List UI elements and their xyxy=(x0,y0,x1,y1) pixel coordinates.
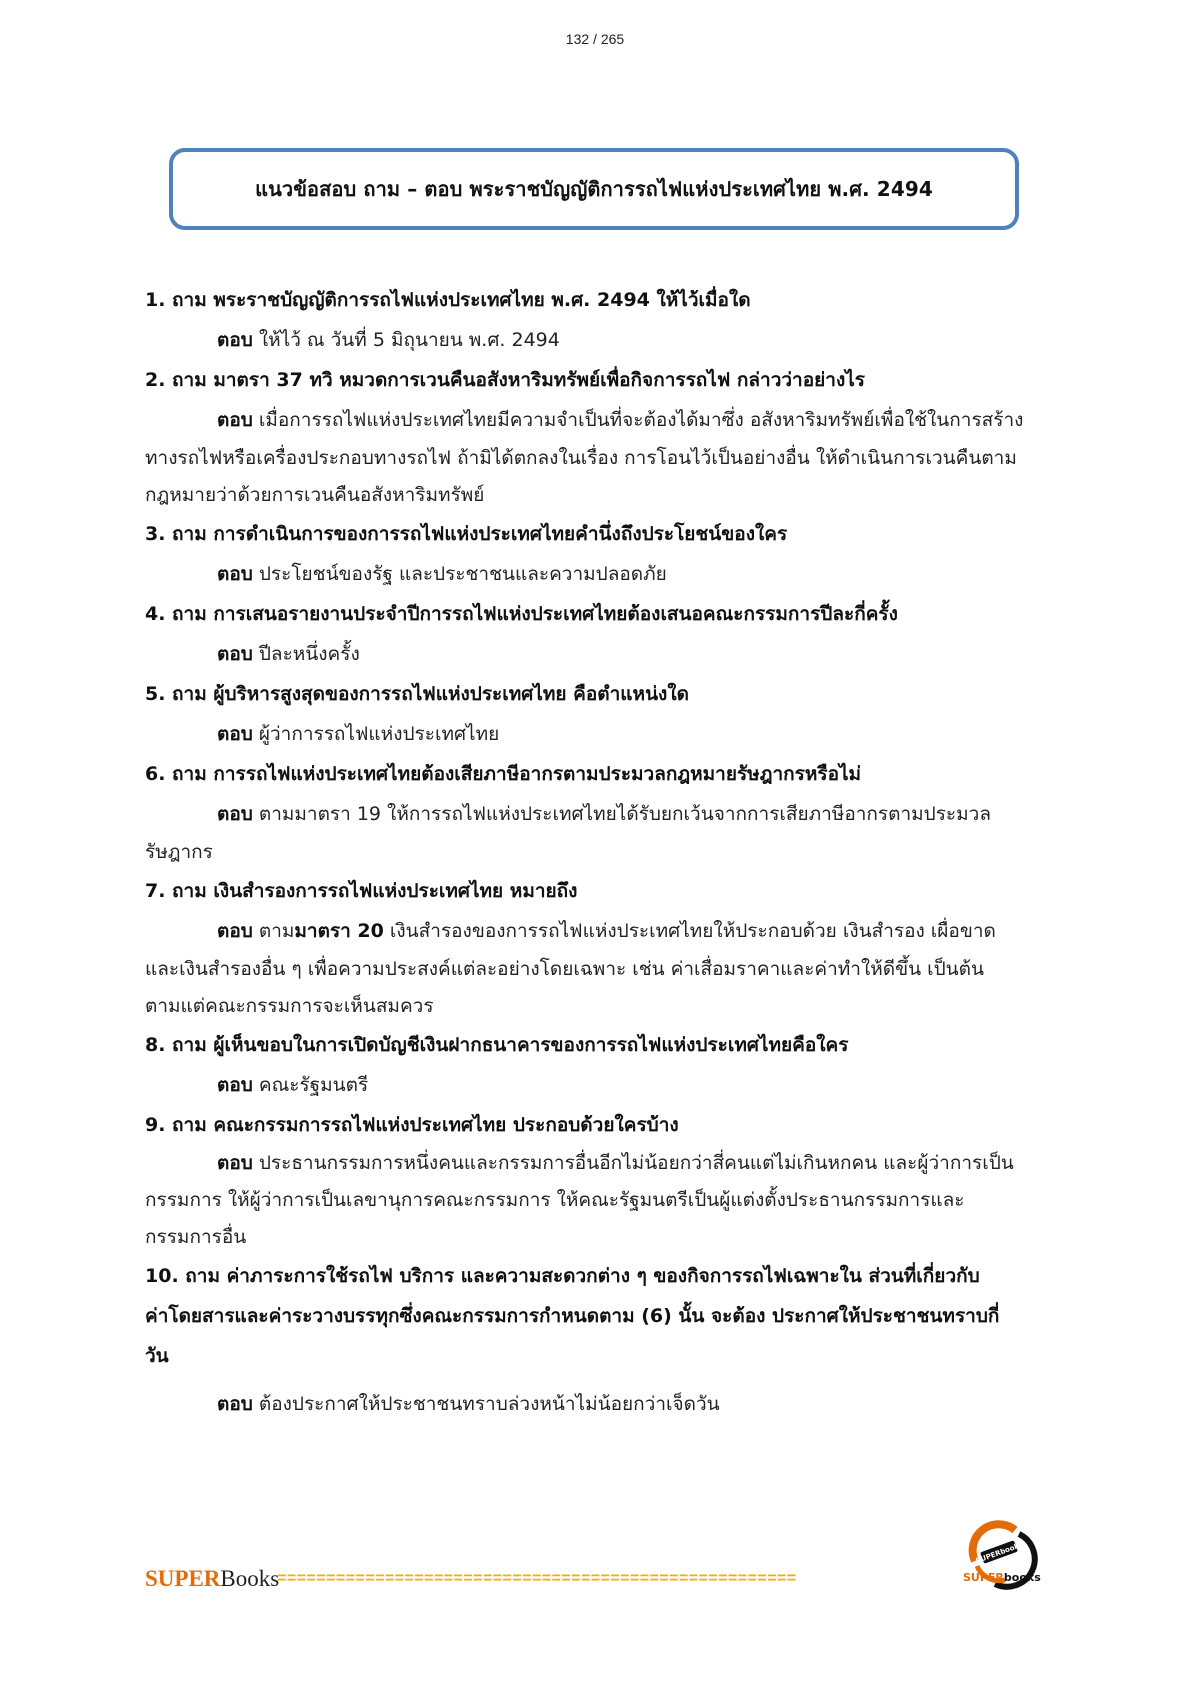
answer-4: ตอบ ปีละหนึ่งครั้ง xyxy=(217,643,360,665)
answer-label: ตอบ xyxy=(217,723,253,745)
answer-label: ตอบ xyxy=(217,1152,253,1174)
question-1: 1. ถาม พระราชบัญญัติการรถไฟแห่งประเทศไทย พ.ศ. 2494 ให้ไว้เมื่อใด xyxy=(145,289,751,311)
question-8: 8. ถาม ผู้เห็นขอบในการเปิดบัญชีเงินฝากธนาคารของการรถไฟแห่งประเทศไทยคือใคร xyxy=(145,1034,849,1056)
question-5: 5. ถาม ผู้บริหารสูงสุดของการรถไฟแห่งประเทศไทย คือตำแหน่งใด xyxy=(145,683,689,705)
answer-7-line-3: ตามแต่คณะกรรมการจะเห็นสมควร xyxy=(145,995,434,1017)
svg-text:SUPERbooks: SUPERbooks xyxy=(974,1540,1024,1566)
answer-label: ตอบ xyxy=(217,329,253,351)
qa-list xyxy=(145,280,1055,1424)
question-10-line-2: ค่าโดยสารและค่าระวางบรรทุกซึ่งคณะกรรมการกำหนดตาม (6) นั้น จะต้อง ประกาศให้ประชาชนทราบกี่ xyxy=(145,1305,1000,1327)
answer-5: ตอบ ผู้ว่าการรถไฟแห่งประเทศไทย xyxy=(217,723,500,745)
question-9: 9. ถาม คณะกรรมการรถไฟแห่งประเทศไทย ประกอบด้วยใครบ้าง xyxy=(145,1114,679,1136)
footer-logo-text: SUPERbooks xyxy=(963,1571,1041,1584)
question-2: 2. ถาม มาตรา 37 ทวิ หมวดการเวนคืนอสังหาริมทรัพย์เพื่อกิจการรถไฟ กล่าวว่าอย่างไร xyxy=(145,369,865,391)
answer-label: ตอบ xyxy=(217,563,253,585)
question-6: 6. ถาม การรถไฟแห่งประเทศไทยต้องเสียภาษีอากรตามประมวลกฎหมายรัษฎากรหรือไม่ xyxy=(145,763,862,785)
answer-10: ตอบ ต้องประกาศให้ประชาชนทราบล่วงหน้าไม่น้อยกว่าเจ็ดวัน xyxy=(217,1393,720,1415)
footer-separator: ===================================================== xyxy=(277,1570,797,1588)
answer-label: ตอบ xyxy=(217,1393,253,1415)
answer-7-line-2: และเงินสำรองอื่น ๆ เพื่อความประสงค์แต่ละอย่างโดยเฉพาะ เช่น ค่าเสื่อมราคาและค่าทำให้ดีขึ้น เป็นต้น xyxy=(145,958,984,980)
title-box xyxy=(169,148,1019,230)
superbooks-logo-icon xyxy=(955,1516,1045,1596)
answer-2-line-2: ทางรถไฟหรือเครื่องประกอบทางรถไฟ ถ้ามิได้ตกลงในเรื่อง การโอนไว้เป็นอย่างอื่น ให้ดำเนินการเวนคืนตาม xyxy=(145,447,1017,469)
answer-6-line-2: รัษฎากร xyxy=(145,841,213,863)
section-reference: มาตรา 20 xyxy=(294,920,384,942)
question-7: 7. ถาม เงินสำรองการรถไฟแห่งประเทศไทย หมายถึง xyxy=(145,880,578,902)
answer-label: ตอบ xyxy=(217,920,253,942)
answer-1: ตอบ ให้ไว้ ณ วันที่ 5 มิถุนายน พ.ศ. 2494 xyxy=(217,329,560,351)
answer-label: ตอบ xyxy=(217,643,253,665)
page-title: แนวข้อสอบ ถาม – ตอบ พระราชบัญญัติการรถไฟแห่งประเทศไทย พ.ศ. 2494 xyxy=(255,177,933,201)
question-3: 3. ถาม การดำเนินการของการรถไฟแห่งประเทศไทยคำนึ่งถึงประโยชน์ของใคร xyxy=(145,523,788,545)
question-10-line-1: 10. ถาม ค่าภาระการใช้รถไฟ บริการ และความสะดวกต่าง ๆ ของกิจการรถไฟเฉพาะใน ส่วนที่เกี่ยวกับ xyxy=(145,1265,980,1287)
answer-8: ตอบ คณะรัฐมนตรี xyxy=(217,1074,369,1096)
answer-label: ตอบ xyxy=(217,1074,253,1096)
answer-2-line-3: กฎหมายว่าด้วยการเวนคืนอสังหาริมทรัพย์ xyxy=(145,484,485,506)
answer-label: ตอบ xyxy=(217,409,253,431)
footer xyxy=(145,1540,1055,1596)
question-4: 4. ถาม การเสนอรายงานประจำปีการรถไฟแห่งประเทศไทยต้องเสนอคณะกรรมการปีละกี่ครั้ง xyxy=(145,603,898,625)
question-10-line-3: วัน xyxy=(145,1345,169,1367)
footer-brand: SUPERBooks xyxy=(145,1566,280,1591)
answer-9: ตอบ ประธานกรรมการหนึ่งคนและกรรมการอื่นอีกไม่น้อยกว่าสี่คนแต่ไม่เกินหกคน และผู้ว่าการเป็น xyxy=(217,1152,1014,1174)
answer-3: ตอบ ประโยชน์ของรัฐ และประชาชนและความปลอดภัย xyxy=(217,563,667,585)
answer-6: ตอบ ตามมาตรา 19 ให้การรถไฟแห่งประเทศไทยได้รับยกเว้นจากการเสียภาษีอากรตามประมวล xyxy=(217,803,991,825)
answer-9-line-3: กรรมการอื่น xyxy=(145,1226,247,1248)
answer-7: ตอบ ตามมาตรา 20 เงินสำรองของการรถไฟแห่งประเทศไทยให้ประกอบด้วย เงินสำรอง เผื่อขาด xyxy=(217,920,996,942)
page-indicator: 132 / 265 xyxy=(565,31,625,47)
answer-label: ตอบ xyxy=(217,803,253,825)
answer-2: ตอบ เมื่อการรถไฟแห่งประเทศไทยมีความจำเป็นที่จะต้องได้มาซึ่ง อสังหาริมทรัพย์เพื่อใช้ในการสร้าง xyxy=(217,409,1024,431)
answer-9-line-2: กรรมการ ให้ผู้ว่าการเป็นเลขานุการคณะกรรมการ ให้คณะรัฐมนตรีเป็นผู้แต่งตั้งประธานกรรมการและ xyxy=(145,1189,965,1211)
